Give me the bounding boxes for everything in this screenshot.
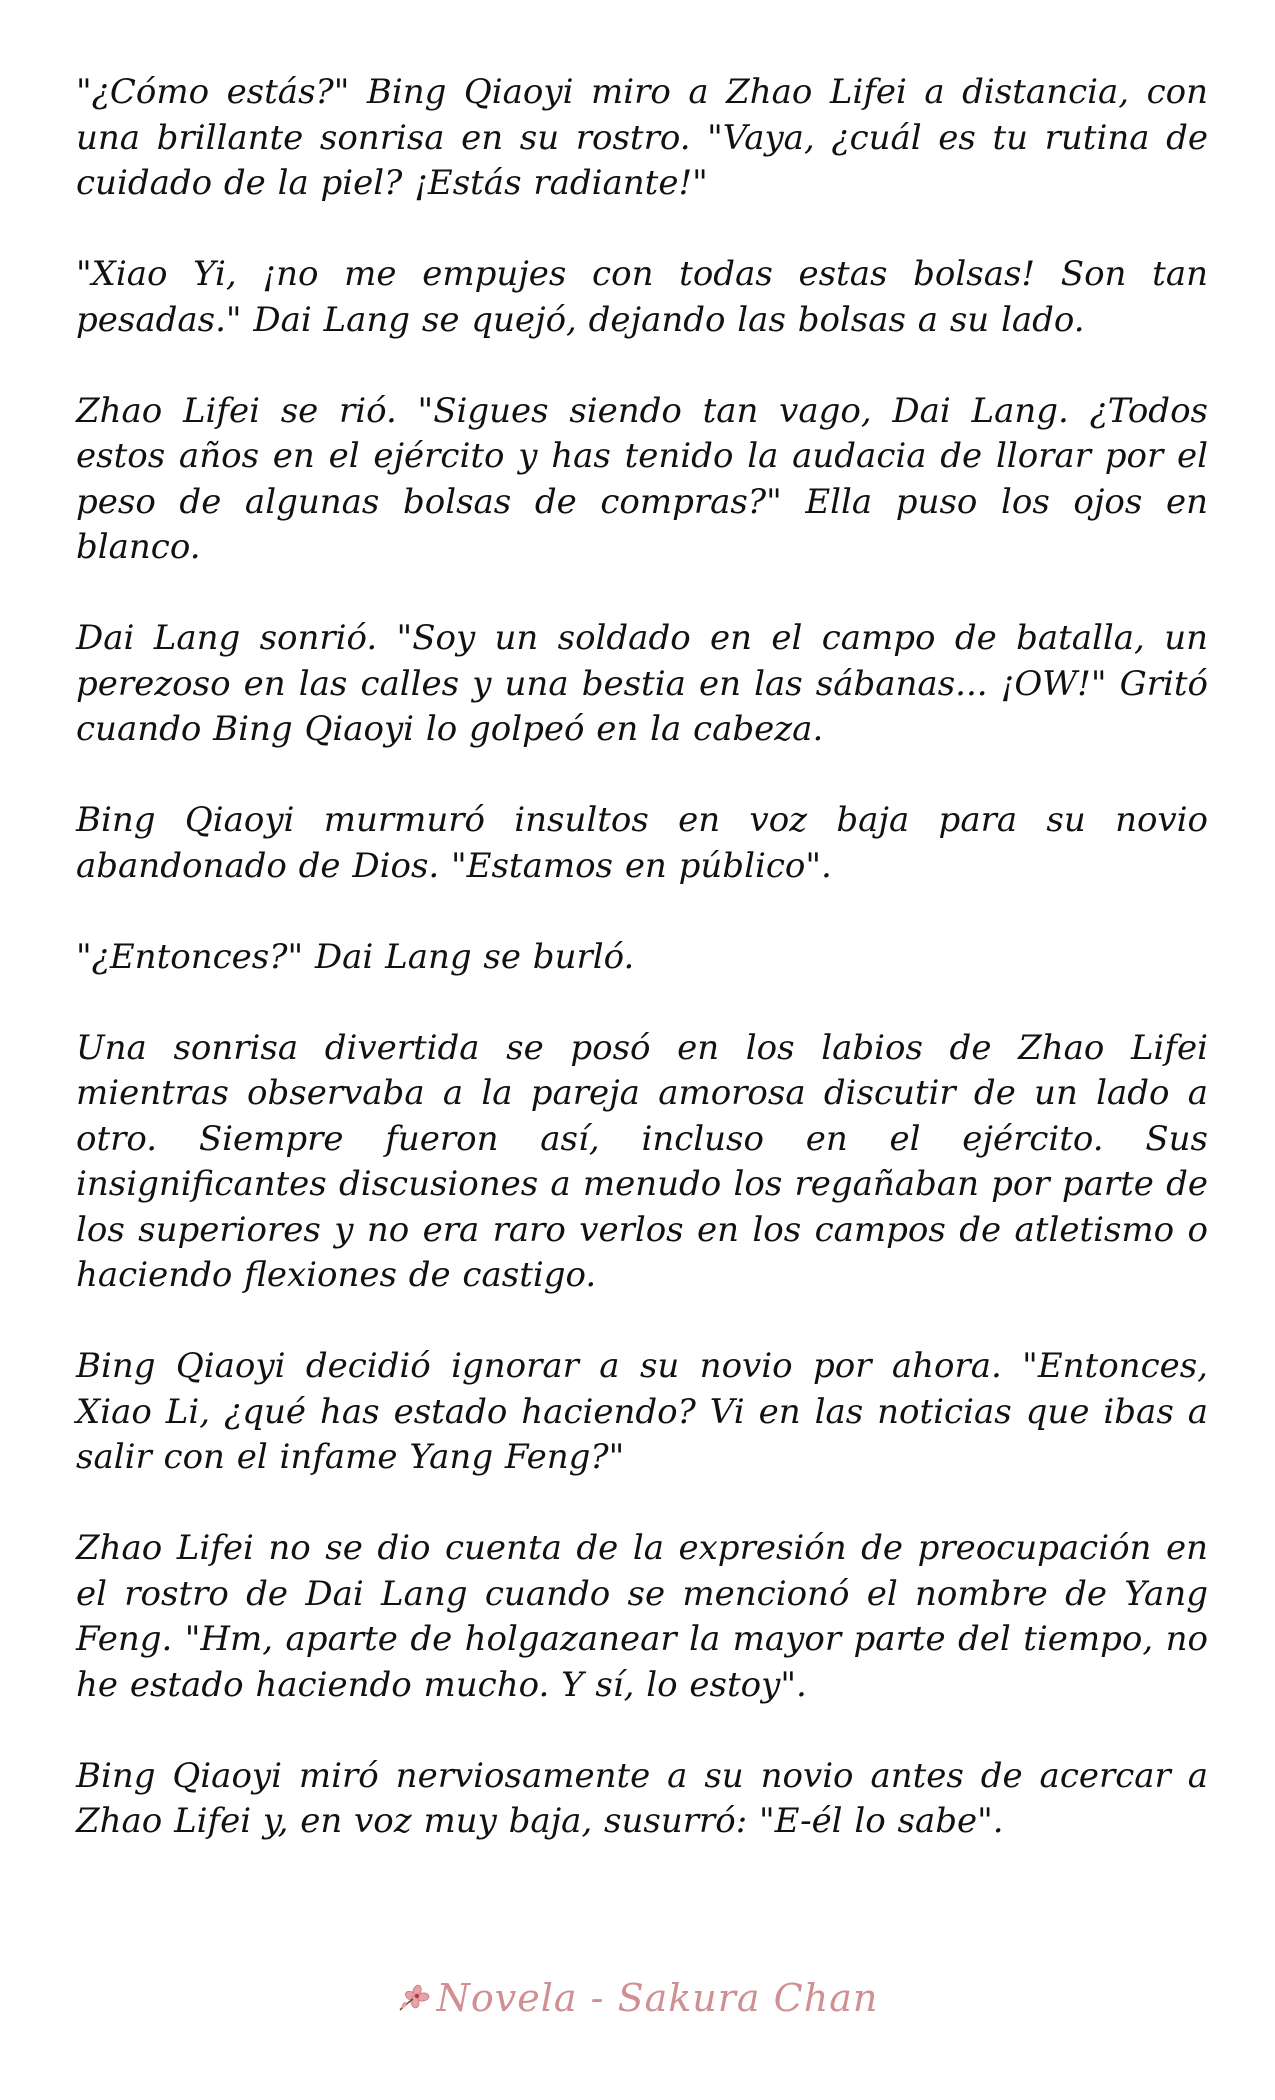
sakura-flower-icon (397, 1983, 431, 2013)
paragraph-8: Bing Qiaoyi decidió ignorar a su novio por ahora. "Entonces, Xiao Li, ¿qué has estado haciendo? Vi en las noticias que ibas a salir con el infame Yang Feng?" (76, 1346, 1208, 1477)
paragraph-9: Zhao Lifei no se dio cuenta de la expresión de preocupación en el rostro de Dai Lang cuando se mencionó el nombre de Yang Feng. "Hm, aparte de holgazanear la mayor parte del tiempo, no he estado haciendo mucho. Y sí, lo estoy". (76, 1528, 1208, 1705)
chapter-text (76, 70, 1208, 1890)
paragraph-4: Dai Lang sonrió. "Soy un soldado en el campo de batalla, un perezoso en las calles y una bestia en las sábanas... ¡OW!" Gritó cuando Bing Qiaoyi lo golpeó en la cabeza. (76, 618, 1208, 749)
paragraph-3: Zhao Lifei se rió. "Sigues siendo tan vago, Dai Lang. ¿Todos estos años en el ejército y has tenido la audacia de llorar por el peso de algunas bolsas de compras?" Ella puso los ojos en blanco. (76, 390, 1208, 567)
paragraph-7: Una sonrisa divertida se posó en los labios de Zhao Lifei mientras observaba a la pareja amorosa discutir de un lado a otro. Siempre fueron así, incluso en el ejército. Sus insignificantes discusiones a menudo los regañaban por parte de los superiores y no era raro verlos en los campos de atletismo o haciendo flexiones de castigo. (76, 1027, 1208, 1295)
paragraph-2: "Xiao Yi, ¡no me empujes con todas estas bolsas! Son tan pesadas." Dai Lang se quejó, dejando las bolsas a su lado. (76, 254, 1208, 340)
paragraph-1: "¿Cómo estás?" Bing Qiaoyi miro a Zhao Lifei a distancia, con una brillante sonrisa en su rostro. "Vaya, ¿cuál es tu rutina de cuidado de la piel? ¡Estás radiante!" (76, 72, 1208, 203)
paragraph-10: Bing Qiaoyi miró nerviosamente a su novio antes de acercar a Zhao Lifei y, en voz muy baja, susurró: "E-él lo sabe". (76, 1755, 1208, 1841)
watermark-footer (0, 1976, 1275, 2020)
paragraph-6: "¿Entonces?" Dai Lang se burló. (76, 936, 635, 977)
paragraph-5: Bing Qiaoyi murmuró insultos en voz baja para su novio abandonado de Dios. "Estamos en público". (76, 800, 1208, 886)
watermark-text: Novela - Sakura Chan (436, 1976, 879, 2020)
